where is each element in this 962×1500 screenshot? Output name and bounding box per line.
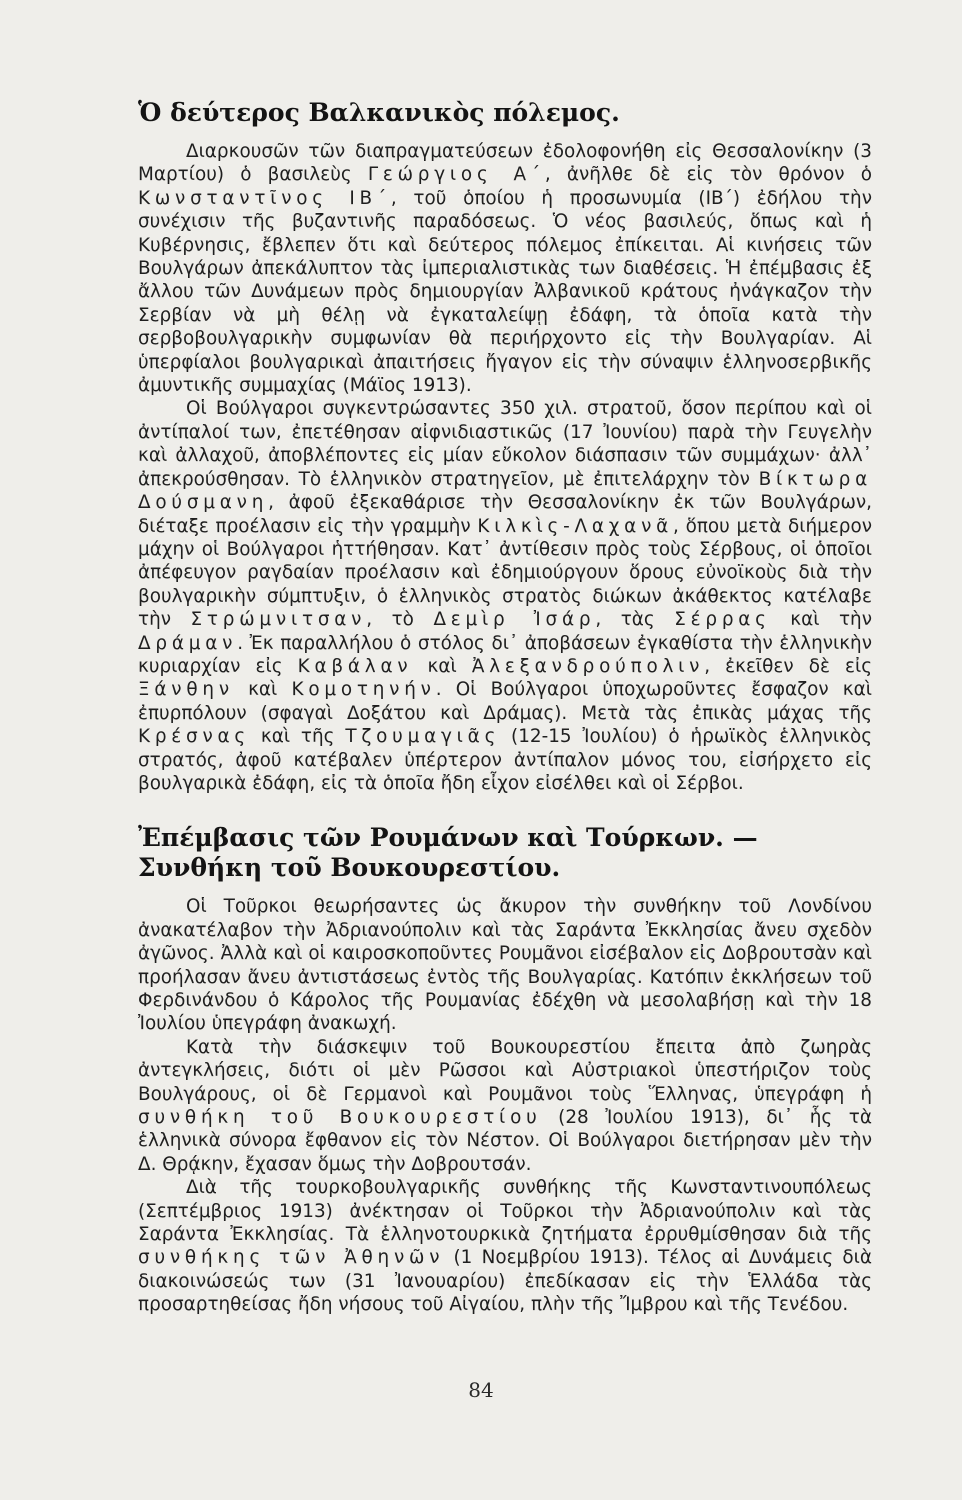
spaced-place-xanthi: Ξάνθην: [138, 679, 234, 701]
paragraph-bulgarian-attack: Οἱ Βούλγαροι συγκεντρώσαντες 350 χιλ. στρατοῦ, ὅσον περίπου καὶ οἱ ἀντίπαλοί των, ἐπετέθησαν αἰφνιδιαστικῶς (17 Ἰουνίου) παρὰ τὴν Γευγελὴν καὶ ἀλλαχοῦ, ἀποβλέποντες εἰς μίαν εὔκολον διάσπασιν τῶν συμμάχων· ἀλλ᾽ ἀπεκρούσθησαν. Τὸ ἑλληνικὸν στρατηγεῖον, μὲ ἐπιτελάρχην τὸν Βίκτωρα Δούσμανη, ἀφοῦ ἐξεκαθάρισε τὴν Θεσσαλονίκην ἐκ τῶν Βουλγάρων, διέταξε προέλασιν εἰς τὴν γραμμὴν Κιλκὶς-Λαχανᾶ, ὅπου μετὰ διήμερον μάχην οἱ Βούλγαροι ἡττήθησαν. Κατ᾽ ἀντίθεσιν πρὸς τοὺς Σέρβους, οἱ ὁποῖοι ἀπέφευγον ραγδαίαν προέλασιν καὶ ἐδημιούργουν ὅρους εὐνοϊκοὺς διὰ τὴν βουλγαρικὴν σύμπτυξιν, ὁ ἑλληνικὸς στρατὸς διώκων ἀκάθεκτος κατέλαβε τὴν Στρώμνιτσαν, τὸ Δεμὶρ Ἰσάρ, τὰς Σέρρας καὶ τὴν Δράμαν. Ἐκ παραλλήλου ὁ στόλος δι᾽ ἀποβάσεων ἐγκαθίστα τὴν ἑλληνικὴν κυριαρχίαν εἰς Καβάλαν καὶ Ἀλεξανδρούπολιν, ἐκεῖθεν δὲ εἰς Ξάνθην καὶ Κομοτηνήν. Οἱ Βούλγαροι ὑποχωροῦντες ἔσφαζον καὶ ἐπυρπόλουν (σφαγαὶ Δοξάτου καὶ Δράμας). Μετὰ τὰς ἐπικὰς μάχας τῆς Κρέσνας καὶ τῆς Τζουμαγιᾶς (12-15 Ἰουλίου) ὁ ἡρωϊκὸς ἑλληνικὸς στρατός, ἀφοῦ κατέβαλεν ὑπέρτερον ἀντίπαλον μόνος του, εἰσήρχετο εἰς βουλγαρικὰ ἐδάφη, εἰς τὰ ὁποῖα ἤδη εἶχον εἰσέλθει καὶ οἱ Σέρβοι.: [138, 398, 872, 794]
paragraph-turkish-romanian-intervention: Οἱ Τοῦρκοι θεωρήσαντες ὡς ἄκυρον τὴν συνθήκην τοῦ Λονδίνου ἀνακατέλαβον τὴν Ἀδριανούπολιν καὶ τὰς Σαράντα Ἐκκλησίας ἄνευ σχεδὸν ἀγῶνος. Ἀλλὰ καὶ οἱ καιροσκοποῦντες Ρουμᾶνοι εἰσέβαλον εἰς Δοβρουτσὰν καὶ προήλασαν ἄνευ ἀντιστάσεως ἐντὸς τῆς Βουλγαρίας. Κατόπιν ἐκκλήσεων τοῦ Φερδινάνδου ὁ Κάρολος τῆς Ρουμανίας ἐδέχθη νὰ μεσολαβήσῃ καὶ τὴν 18 Ἰουλίου ὑπεγράφη ἀνακωχή.: [138, 896, 872, 1035]
paragraph-assassination-and-alliance: Διαρκουσῶν τῶν διαπραγματεύσεων ἐδολοφονήθη εἰς Θεσσαλονίκην (3 Μαρτίου) ὁ βασιλεὺς Γεώργιος Α΄, ἀνῆλθε δὲ εἰς τὸν θρόνον ὁ Κωνσταντῖνος ΙΒ΄, τοῦ ὁποίου ἡ προσωνυμία (ΙΒ΄) ἐδήλου τὴν συνέχισιν τῆς βυζαντινῆς παραδόσεως. Ὁ νέος βασιλεύς, ὅπως καὶ ἡ Κυβέρνησις, ἔβλεπεν ὅτι καὶ δεύτερος πόλεμος ἐπίκειται. Αἱ κινήσεις τῶν Βουλγάρων ἀπεκάλυπτον τὰς ἰμπεριαλιστικὰς των διαθέσεις. Ἡ ἐπέμβασις ἐξ ἄλλου τῶν Δυνάμεων πρὸς δημιουργίαν Ἀλβανικοῦ κράτους ἠνάγκαζον τὴν Σερβίαν νὰ μὴ θέλῃ νὰ ἐγκαταλείψῃ ἐδάφη, τὰ ὁποῖα κατὰ τὴν σερβοβουλγαρικὴν συμφωνίαν θὰ περιήρχοντο εἰς τὴν Βουλγαρίαν. Αἱ ὑπερφίαλοι βουλγαρικαὶ ἀπαιτήσεις ἤγαγον εἰς τὴν σύναψιν ἑλληνοσερβικῆς ἀμυντικῆς συμμαχίας (Μάϊος 1913).: [138, 141, 872, 397]
spaced-phrase-treaty-of-bucharest: συνθήκη τοῦ Βουκουρεστίου: [138, 1107, 542, 1129]
paragraph-bucharest-conference: Κατὰ τὴν διάσκεψιν τοῦ Βουκουρεστίου ἔπειτα ἀπὸ ζωηρὰς ἀντεγκλήσεις, διότι οἱ μὲν Ρῶσσοι καὶ Αὐστριακοὶ ὑπεστήριζον τοὺς Βουλγάρους, οἱ δὲ Γερμανοὶ καὶ Ρουμᾶνοι τοὺς Ἕλληνας, ὑπεγράφη ἡ συνθήκη τοῦ Βουκουρεστίου (28 Ἰουλίου 1913), δι᾽ ἧς τὰ ἑλληνικὰ σύνορα ἔφθανον εἰς τὸν Νέστον. Οἱ Βούλγαροι διετήρησαν μὲν τὴν Δ. Θρᾴκην, ἔχασαν ὅμως τὴν Δοβρουτσάν.: [138, 1036, 872, 1175]
spaced-place-serres: Σέρρας: [674, 609, 771, 631]
section-title-second-balkan-war: Ὁ δεύτερος Βαλκανικὸς πόλεμος.: [138, 98, 620, 127]
spaced-place-alexandroupoli: Ἀλεξανδρούπολιν: [471, 655, 705, 677]
spaced-place-kilkis-lachanas: Κιλκὶς-Λαχανᾶ: [477, 515, 674, 537]
spaced-place-komotini: Κομοτηνήν: [291, 679, 436, 701]
spaced-place-kresna: Κρέσνας: [138, 726, 251, 748]
spaced-name-dousmanis: Βίκτωρα Δούσμανη: [138, 468, 872, 514]
spaced-place-kavala: Καβάλαν: [297, 655, 413, 677]
spaced-place-tzoumagia: Τζουμαγιᾶς: [345, 726, 501, 748]
section-title-intervention-and-treaty: Ἐπέμβασις τῶν Ρουμάνων καὶ Τούρκων. — Συνθήκη τοῦ Βουκουρεστίου.: [138, 823, 758, 883]
spaced-phrase-treaty-of-athens: συνθήκης τῶν Ἀθηνῶν: [138, 1247, 445, 1269]
spaced-place-strumnitsa: Στρώμνιτσαν: [190, 609, 367, 631]
page-number: 84: [468, 1378, 494, 1402]
paragraph-later-treaties: Διὰ τῆς τουρκοβουλγαρικῆς συνθήκης τῆς Κωνσταντινουπόλεως (Σεπτέμβριος 1913) ἀνέκτησαν οἱ Τοῦρκοι τὴν Ἀδριανούπολιν καὶ τὰς Σαράντα Ἐκκλησίας. Τὰ ἑλληνοτουρκικὰ ζητήματα ἐρρυθμίσθησαν διὰ τῆς συνθήκης τῶν Ἀθηνῶν (1 Νοεμβρίου 1913). Τέλος αἱ Δυνάμεις διὰ διακοινώσεώς των (31 Ἰανουαρίου) ἐπεδίκασαν εἰς τὴν Ἑλλάδα τὰς προσαρτηθείσας ἤδη νήσους τοῦ Αἰγαίου, πλὴν τῆς Ἴμβρου καὶ τῆς Τενέδου.: [138, 1177, 872, 1316]
spaced-place-demir-isar: Δεμὶρ Ἰσάρ: [433, 609, 596, 631]
spaced-name-georgios: Γεώργιος Α΄: [367, 164, 545, 186]
spaced-place-drama: Δράμαν: [138, 632, 238, 654]
spaced-name-konstantinos: Κωνσταντῖνος ΙΒ΄: [138, 187, 391, 209]
